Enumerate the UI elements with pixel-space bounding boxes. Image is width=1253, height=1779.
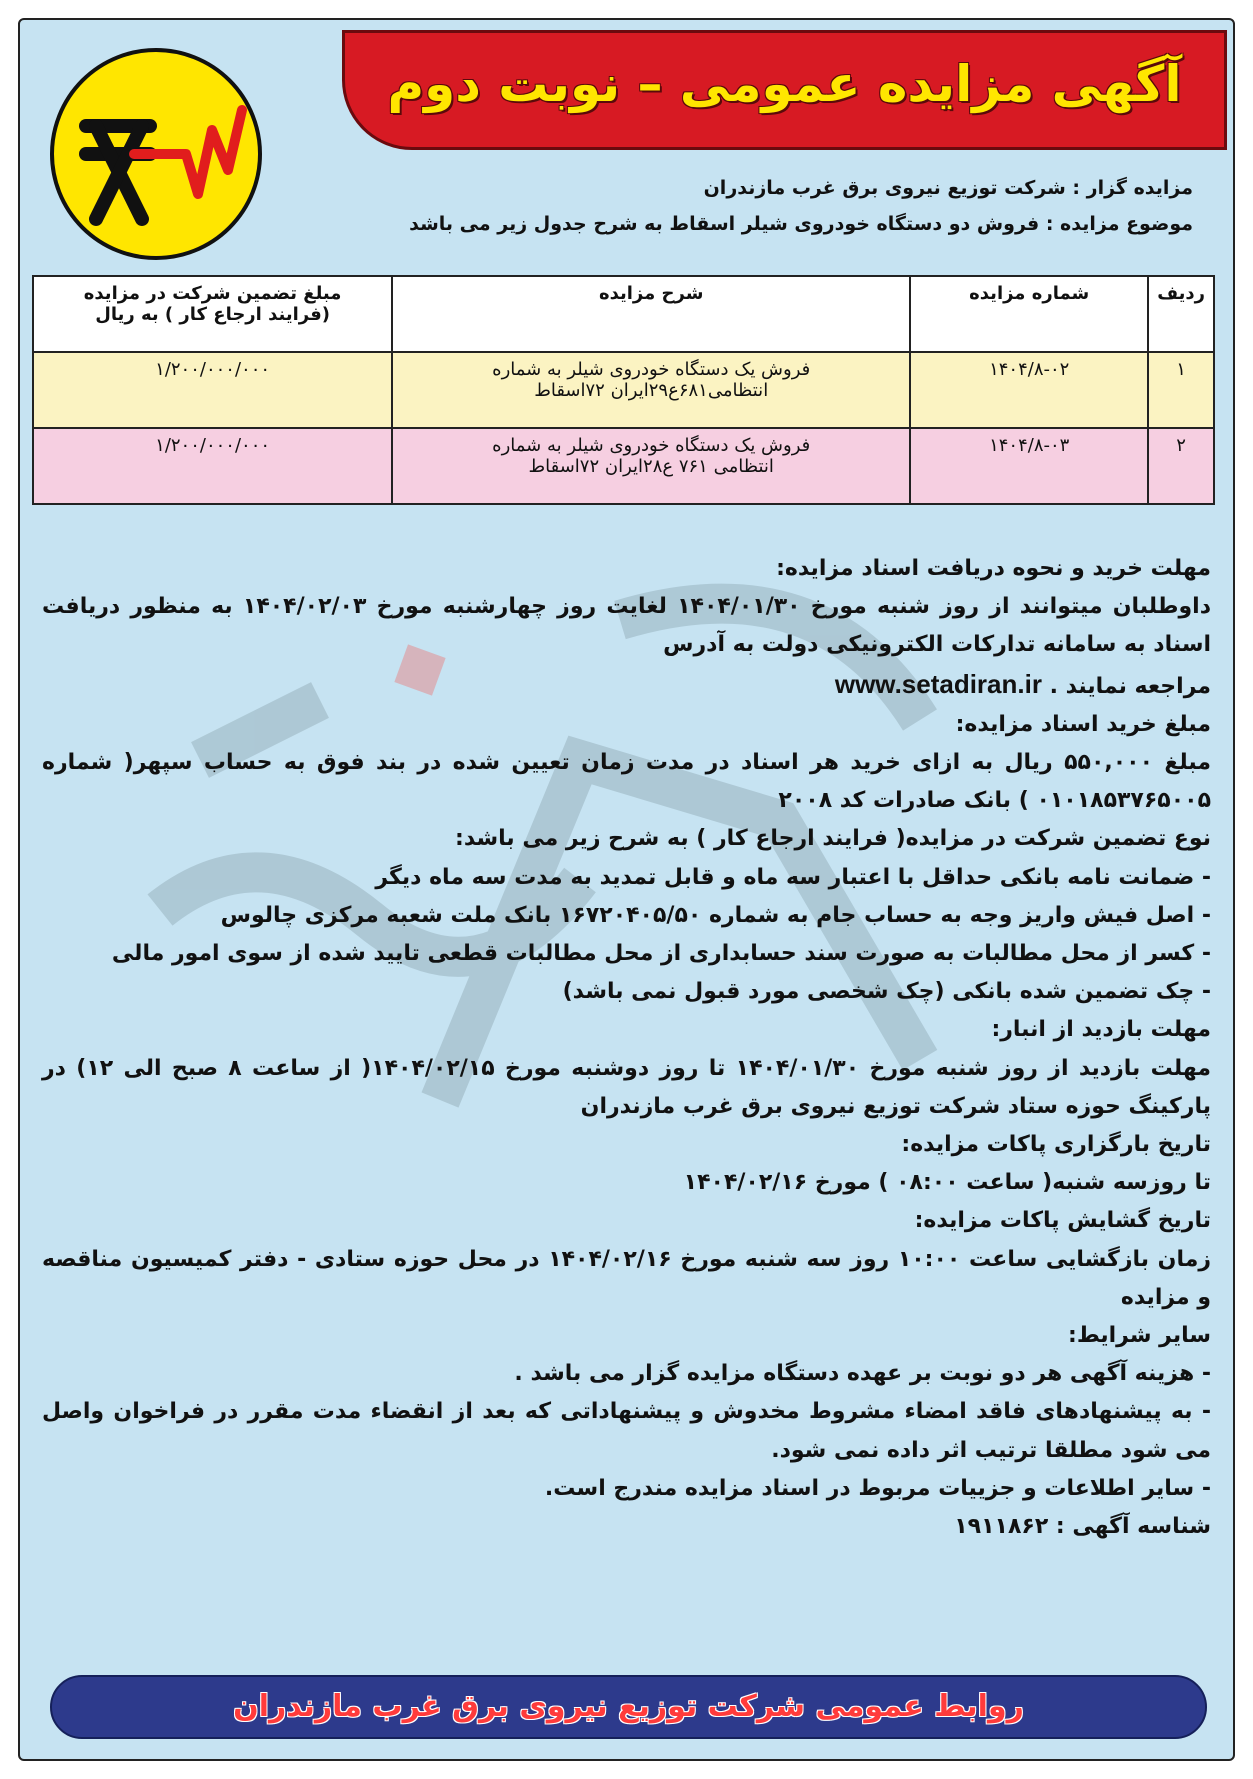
description-line2: انتظامی۶۸۱ع۲۹ایران ۷۲اسقاط bbox=[534, 380, 769, 401]
setadiran-link[interactable]: www.setadiran.ir bbox=[834, 668, 1042, 699]
auction-table bbox=[32, 275, 1215, 505]
description-line2: انتظامی ۷۶۱ ع۲۸ایران ۷۲اسقاط bbox=[528, 456, 774, 477]
organizer-line: مزایده گزار : شرکت توزیع نیروی برق غرب مازندران bbox=[703, 177, 1193, 199]
submit-text: تا روزسه شنبه( ساعت ۰۸:۰۰ ) مورخ ۱۴۰۴/۰۲/۱۶ bbox=[683, 1170, 1211, 1196]
title-banner bbox=[342, 30, 1227, 150]
other-item: - هزینه آگهی هر دو نوبت بر عهده دستگاه مزایده گزار می باشد . bbox=[514, 1361, 1211, 1387]
page-title: آگهی مزایده عمومی – نوبت دوم bbox=[387, 55, 1182, 113]
auction-number: ۱۴۰۴/۸-۰۲ bbox=[910, 352, 1148, 428]
other-item: - سایر اطلاعات و جزییات مربوط در اسناد مزایده مندرج است. bbox=[544, 1475, 1211, 1501]
open-title: تاریخ گشایش پاکات مزایده: bbox=[914, 1208, 1211, 1234]
deadline-text: داوطلبان میتوانند از روز شنبه مورخ ۱۴۰۴/۰۱/۳۰ لغایت روز چهارشنبه مورخ ۱۴۰۴/۰۲/۰۳ به منظور دریافت اسناد به سامانه تدارکات الکترونیکی دولت به آدرس bbox=[42, 594, 1211, 658]
price-text: مبلغ ۵۵۰,۰۰۰ ریال به ازای خرید هر اسناد در مدت زمان تعیین شده در بند فوق به حساب سپهر( شماره ۰۱۰۱۸۵۳۷۶۵۰۰۵ ) بانک صادرات کد ۲۰۰۸ bbox=[42, 750, 1212, 814]
table-row bbox=[33, 352, 1214, 428]
header-guarantee-amount bbox=[33, 276, 392, 352]
description-line1: فروش یک دستگاه خودروی شیلر به شماره bbox=[492, 359, 811, 380]
row-number: ۱ bbox=[1148, 352, 1214, 428]
header-amount-line2: (فرایند ارجاع کار ) به ریال bbox=[95, 304, 330, 325]
auction-info bbox=[323, 170, 1193, 242]
header-amount-line1: مبلغ تضمین شرکت در مزایده bbox=[83, 283, 342, 304]
guarantee-item: - اصل فیش واریز وجه به حساب جام به شماره ۱۶۷۲۰۴۰۵/۵۰ بانک ملت شعبه مرکزی چالوس bbox=[220, 902, 1211, 928]
ad-id: شناسه آگهی : ۱۹۱۱۸۶۲ bbox=[954, 1514, 1211, 1540]
submit-title: تاریخ بارگزاری پاکات مزایده: bbox=[901, 1132, 1211, 1158]
visit-title: مهلت بازدید از انبار: bbox=[991, 1017, 1211, 1043]
open-text: زمان بازگشایی ساعت ۱۰:۰۰ روز سه شنبه مورخ ۱۴۰۴/۰۲/۱۶ در محل حوزه ستادی - دفتر کمیسیون مناقصه و مزایده bbox=[42, 1246, 1211, 1310]
deadline-title: مهلت خرید و نحوه دریافت اسناد مزایده: bbox=[776, 556, 1211, 581]
ad-body bbox=[42, 550, 1211, 1546]
guarantee-amount: ۱/۲۰۰/۰۰۰/۰۰۰ bbox=[33, 352, 392, 428]
other-title: سایر شرایط: bbox=[1068, 1323, 1211, 1349]
ad-frame bbox=[18, 18, 1235, 1761]
header-description: شرح مزایده bbox=[392, 276, 910, 352]
header-auction-number: شماره مزایده bbox=[910, 276, 1148, 352]
guarantee-item: - چک تضمین شده بانکی (چک شخصی مورد قبول نمی باشد) bbox=[562, 979, 1211, 1005]
header-row-number: ردیف bbox=[1148, 276, 1214, 352]
row-number: ۲ bbox=[1148, 428, 1214, 504]
refer-text: مراجعه نمایند . bbox=[1049, 673, 1211, 699]
guarantee-amount: ۱/۲۰۰/۰۰۰/۰۰۰ bbox=[33, 428, 392, 504]
auction-number: ۱۴۰۴/۸-۰۳ bbox=[910, 428, 1148, 504]
power-company-logo bbox=[46, 44, 266, 264]
guarantee-title: نوع تضمین شرکت در مزایده( فرایند ارجاع کار ) به شرح زیر می باشد: bbox=[455, 826, 1211, 852]
other-item: - به پیشنهادهای فاقد امضاء مشروط مخدوش و پیشنهاداتی که بعد از انقضاء مدت مقرر در فراخوان واصل می شود مطلقا ترتیب اثر داده نمی شود. bbox=[42, 1399, 1211, 1463]
subject-line: موضوع مزایده : فروش دو دستگاه خودروی شیلر اسقاط به شرح جدول زیر می باشد bbox=[409, 213, 1193, 235]
auction-description bbox=[392, 428, 910, 504]
guarantee-item: - ضمانت نامه بانکی حداقل با اعتبار سه ماه و قابل تمدید به مدت سه ماه دیگر bbox=[375, 864, 1211, 890]
footer-banner bbox=[50, 1675, 1207, 1739]
footer-text: روابط عمومی شرکت توزیع نیروی برق غرب مازندران bbox=[233, 1689, 1024, 1724]
table-header-row bbox=[33, 276, 1214, 352]
visit-text: مهلت بازدید از روز شنبه مورخ ۱۴۰۴/۰۱/۳۰ تا روز دوشنبه مورخ ۱۴۰۴/۰۲/۱۵( از ساعت ۸ صبح الی ۱۲) در پارکینگ حوزه ستاد شرکت توزیع نیروی برق غرب مازندران bbox=[42, 1055, 1211, 1119]
refer-line bbox=[42, 665, 1211, 706]
price-title: مبلغ خرید اسناد مزایده: bbox=[955, 711, 1211, 737]
auction-description bbox=[392, 352, 910, 428]
guarantee-item: - کسر از محل مطالبات به صورت سند حسابداری از محل مطالبات قطعی تایید شده از سوی امور مالی bbox=[111, 941, 1211, 967]
description-line1: فروش یک دستگاه خودروی شیلر به شماره bbox=[492, 435, 811, 456]
table-row bbox=[33, 428, 1214, 504]
